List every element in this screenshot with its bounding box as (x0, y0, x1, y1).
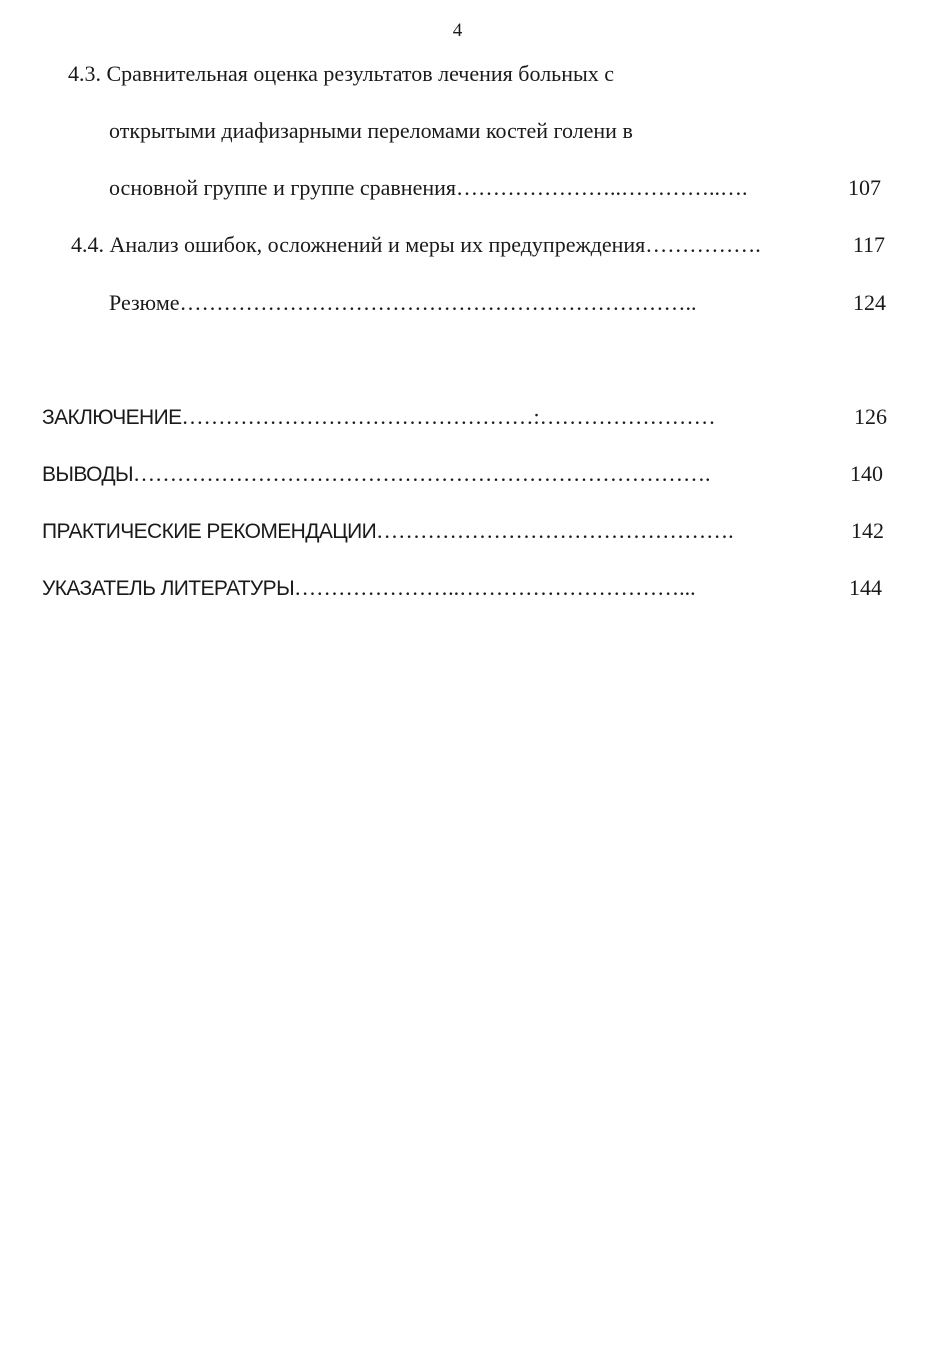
toc-entry-summary-title: Резюме (109, 290, 180, 315)
toc-leader-dots: ……………………………………………………………………. (133, 461, 711, 486)
toc-entry-recommendations[interactable] (42, 517, 884, 546)
toc-entry-4-3-title-part-1: 4.3. Сравнительная оценка результатов лечения больных с (68, 61, 615, 86)
toc-leader-dots: …………………..…………………………... (294, 575, 696, 600)
toc-entry-4-3-title-part-3: основной группе и группе сравнения (109, 175, 457, 200)
toc-entry-4-3-line-3[interactable] (109, 174, 881, 202)
toc-entry-recommendations-title: ПРАКТИЧЕСКИЕ РЕКОМЕНДАЦИИ (42, 520, 377, 543)
toc-entry-4-4[interactable] (71, 231, 885, 259)
toc-page-number: 142 (851, 518, 884, 543)
toc-page-number: 140 (850, 461, 883, 486)
toc-leader-dots: …………………..…………..…. (456, 175, 748, 200)
toc-leader-dots: …………………………………………. (376, 518, 734, 543)
toc-leader-dots: ……………. (645, 232, 761, 257)
toc-entry-summary[interactable] (109, 289, 886, 317)
toc-entry-references-title: УКАЗАТЕЛЬ ЛИТЕРАТУРЫ (42, 577, 295, 600)
toc-entry-references[interactable] (42, 574, 882, 603)
toc-page-number: 126 (854, 404, 887, 429)
toc-page-number: 117 (852, 232, 885, 257)
toc-page-number: 107 (848, 175, 881, 200)
toc-entry-4-3-line-2[interactable] (109, 117, 633, 145)
toc-entry-findings[interactable] (42, 460, 883, 489)
toc-entry-4-4-title: 4.4. Анализ ошибок, осложнений и меры их предупреждения (71, 232, 646, 257)
toc-entry-conclusion-title: ЗАКЛЮЧЕНИЕ (42, 406, 182, 429)
toc-entry-conclusion[interactable] (42, 403, 887, 432)
page-number: 4 (452, 20, 463, 41)
toc-leader-dots: …………………………………………:…………………… (181, 404, 716, 429)
toc-page-number: 124 (853, 290, 886, 315)
toc-leader-dots: …………………………………………………………….. (179, 290, 697, 315)
toc-entry-findings-title: ВЫВОДЫ (42, 463, 133, 486)
toc-entry-4-3-title-part-2: открытыми диафизарными переломами костей голени в (109, 118, 633, 143)
toc-entry-4-3-line-1[interactable] (68, 60, 614, 88)
toc-page-number: 144 (849, 575, 882, 600)
